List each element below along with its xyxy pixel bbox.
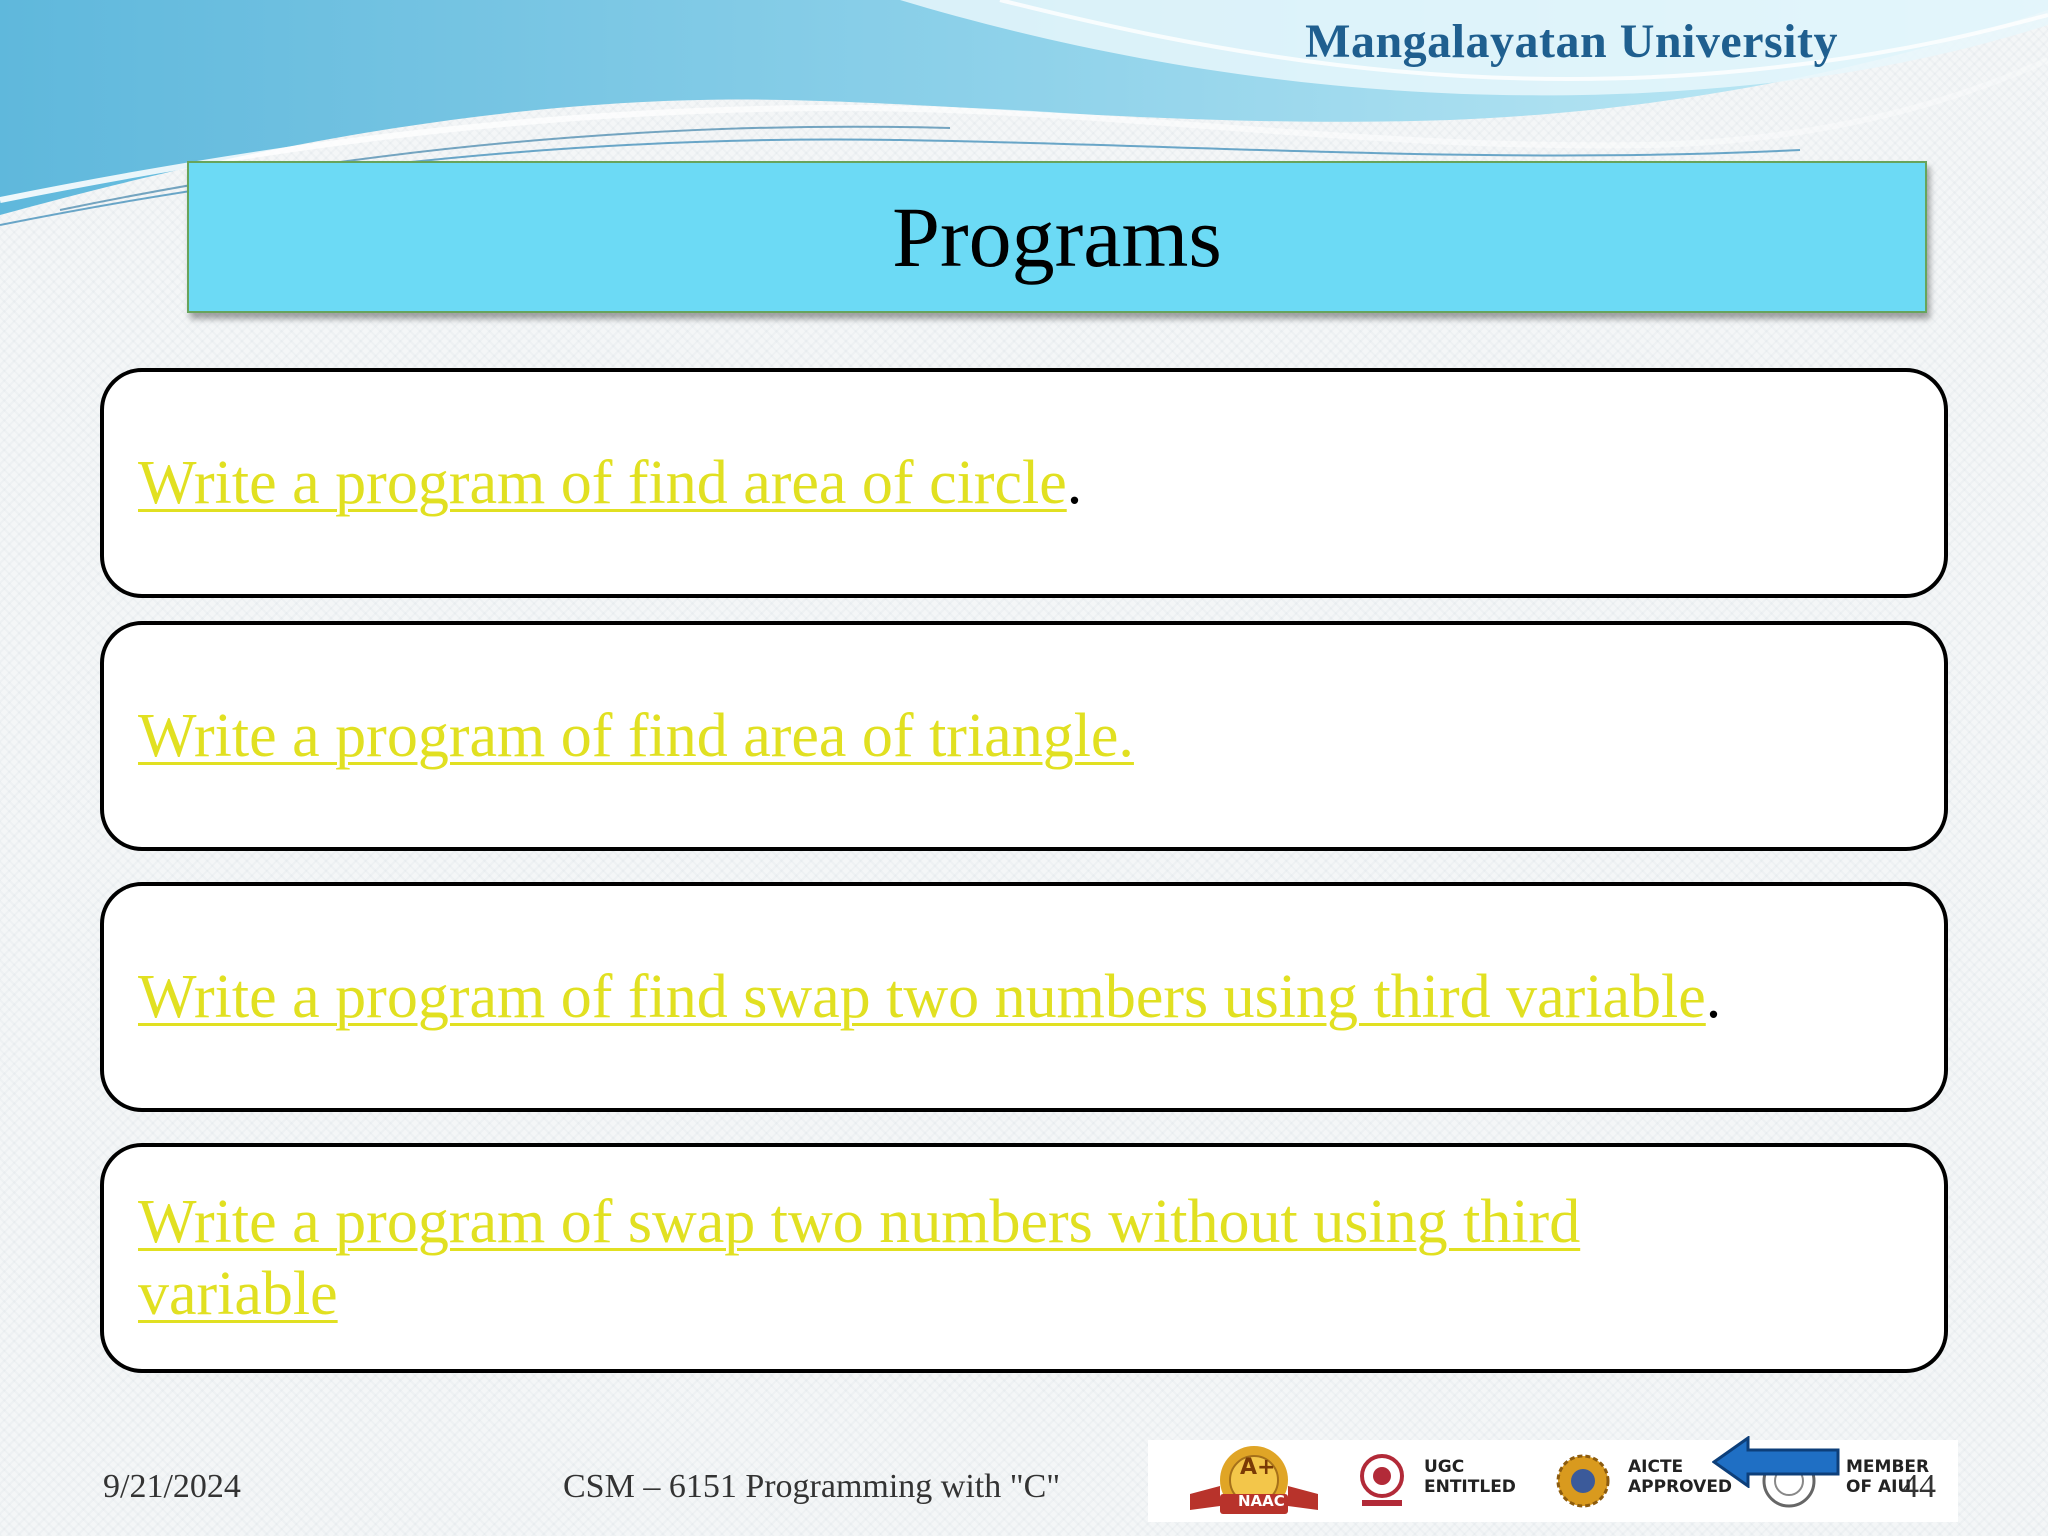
aicte-logo-icon: [1554, 1452, 1612, 1510]
ugc-line-2: ENTITLED: [1424, 1477, 1516, 1497]
title-banner: [187, 161, 1927, 313]
program-link-1[interactable]: Write a program of find area of circle: [138, 449, 1067, 517]
program-item-4: [100, 1143, 1948, 1373]
aiu-line-1: MEMBER: [1846, 1457, 1930, 1477]
program-item-text: [138, 700, 1134, 772]
university-name: Mangalayatan University: [1305, 15, 1838, 68]
aicte-line-2: APPROVED: [1628, 1477, 1733, 1497]
program-item-3: [100, 882, 1948, 1112]
aiu-line-2: OF AIU: [1846, 1477, 1912, 1497]
program-item-1: [100, 368, 1948, 598]
program-item-suffix: .: [1705, 963, 1722, 1031]
footer-course-title: CSM – 6151 Programming with "C": [563, 1468, 1061, 1505]
program-item-text: [138, 961, 1721, 1033]
slide-title: Programs: [892, 189, 1222, 285]
left-arrow-icon[interactable]: [1712, 1436, 1842, 1488]
naac-grade: A+: [1240, 1455, 1276, 1480]
aicte-line-1: AICTE: [1628, 1457, 1684, 1477]
naac-label: NAAC: [1238, 1492, 1285, 1510]
program-link-3[interactable]: Write a program of find swap two numbers using third variable: [138, 963, 1706, 1031]
program-item-2: [100, 621, 1948, 851]
page-number: 44: [1902, 1468, 1936, 1505]
program-item-text: [138, 1186, 1768, 1330]
program-link-2[interactable]: Write a program of find area of triangle.: [138, 702, 1134, 770]
program-item-text: [138, 447, 1082, 519]
program-item-suffix: .: [1066, 449, 1083, 517]
ugc-line-1: UGC: [1424, 1457, 1465, 1477]
program-link-4[interactable]: Write a program of swap two numbers without using third variable: [138, 1188, 1581, 1328]
footer-date: 9/21/2024: [103, 1468, 241, 1505]
ugc-logo-icon: [1352, 1450, 1412, 1510]
